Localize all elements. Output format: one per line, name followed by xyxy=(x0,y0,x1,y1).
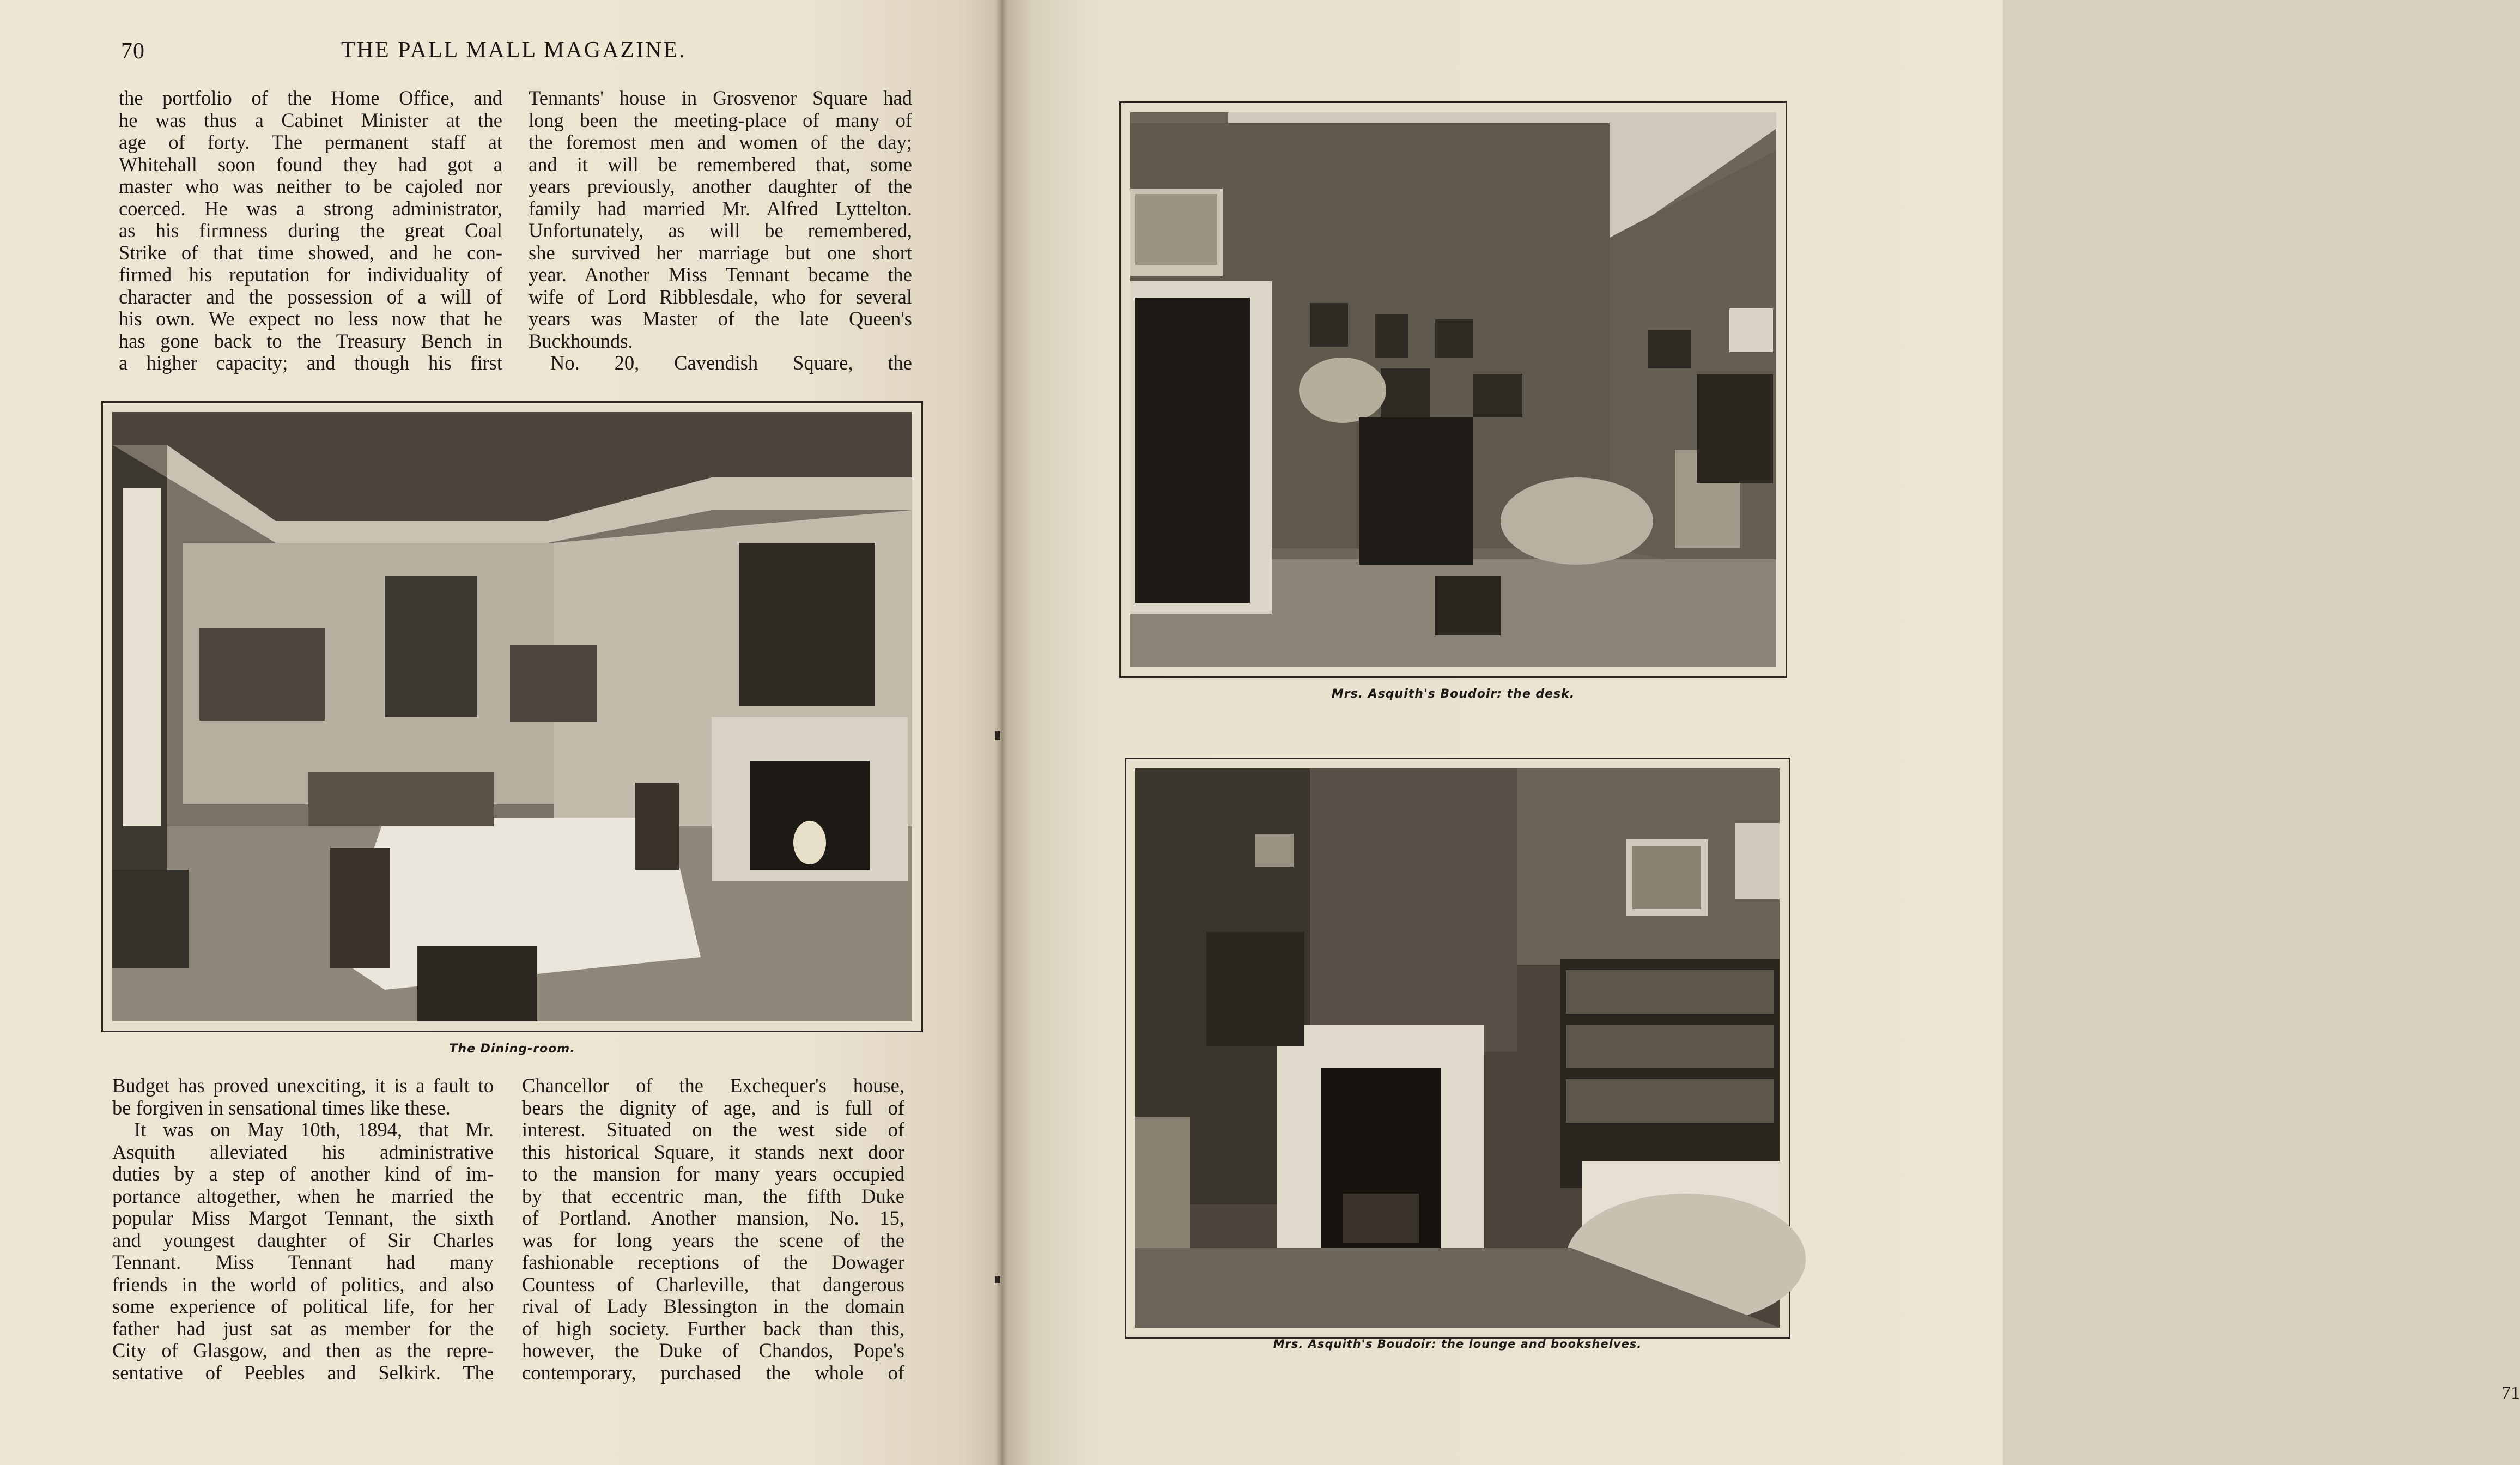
text-line: No. 20, Cavendish Square, the xyxy=(550,352,912,374)
text-line: Countess of Charleville, that dangerous xyxy=(522,1273,904,1296)
text-line: as his firmness during the great Coal xyxy=(119,219,502,241)
text-line: has gone back to the Treasury Bench in xyxy=(119,329,502,352)
text-line: rival of Lady Blessington in the domain xyxy=(522,1295,904,1317)
text-line: interest. Situated on the west side of xyxy=(522,1118,904,1141)
text-line: some experience of political life, for her xyxy=(112,1295,494,1317)
gutter-mark xyxy=(995,1276,1000,1283)
page-number-left: 70 xyxy=(121,39,145,64)
text-line: she survived her marriage but one short xyxy=(529,241,912,264)
text-line: his own. We expect no less now that he xyxy=(119,307,502,330)
text-line: firmed his reputation for individuality of xyxy=(119,263,502,286)
text-line: Budget has proved unexciting, it is a fault to xyxy=(112,1074,494,1097)
text-line: bears the dignity of age, and is full of xyxy=(522,1096,904,1119)
text-line: years was Master of the late Queen's xyxy=(529,307,912,330)
text-line: contemporary, purchased the whole of xyxy=(522,1361,904,1384)
text-line: Tennant. Miss Tennant had many xyxy=(112,1251,494,1273)
text-line: year. Another Miss Tennant became the xyxy=(529,263,912,286)
text-line: Asquith alleviated his administrative xyxy=(112,1140,494,1163)
running-head: THE PALL MALL MAGAZINE. xyxy=(341,38,687,63)
text-line: was for long years the scene of the xyxy=(522,1228,904,1251)
text-column-a xyxy=(119,87,502,374)
text-line: fashionable receptions of the Dowager xyxy=(522,1251,904,1273)
text-line: coerced. He was a strong administrator, xyxy=(119,197,502,220)
text-line: a higher capacity; and though his first xyxy=(119,352,502,374)
text-line: be forgiven in sensational times like these. xyxy=(112,1096,451,1119)
text-line: wife of Lord Ribblesdale, who for several xyxy=(529,285,912,308)
text-line: Chancellor of the Exchequer's house, xyxy=(522,1074,904,1097)
text-line: he was thus a Cabinet Minister at the xyxy=(119,108,502,131)
text-line: of Portland. Another mansion, No. 15, xyxy=(522,1207,904,1229)
text-line: by that eccentric man, the fifth Duke xyxy=(522,1184,904,1207)
text-line: City of Glasgow, and then as the repre- xyxy=(112,1339,494,1361)
text-line: years previously, another daughter of the xyxy=(529,175,912,197)
text-line: this historical Square, it stands next door xyxy=(522,1140,904,1163)
boudoir-desk-image xyxy=(1130,112,1776,667)
right-page xyxy=(1001,0,2520,1465)
text-line: Unfortunately, as will be remembered, xyxy=(529,219,912,241)
text-line: age of forty. The permanent staff at xyxy=(119,131,502,153)
boudoir-lounge-caption: Mrs. Asquith's Boudoir: the lounge and bookshelves. xyxy=(1273,1337,1642,1351)
text-line: to the mansion for many years occupied xyxy=(522,1163,904,1185)
text-column-b xyxy=(529,87,912,374)
dining-room-caption: The Dining-room. xyxy=(449,1042,575,1056)
boudoir-lounge-photo xyxy=(1135,768,1780,1328)
text-line: friends in the world of politics, and also xyxy=(112,1273,494,1296)
text-line: Tennants' house in Grosvenor Square had xyxy=(529,87,912,109)
text-line: of high society. Further back than this, xyxy=(522,1317,904,1340)
text-line: and youngest daughter of Sir Charles xyxy=(112,1228,494,1251)
text-line: long been the meeting-place of many of xyxy=(529,108,912,131)
text-line: Whitehall soon found they had got a xyxy=(119,153,502,175)
text-column-c xyxy=(112,1075,494,1384)
text-line: the portfolio of the Home Office, and xyxy=(119,87,502,109)
dining-room-photo xyxy=(112,412,912,1021)
text-column-d xyxy=(522,1075,904,1384)
text-line: character and the possession of a will of xyxy=(119,285,502,308)
text-line: however, the Duke of Chandos, Pope's xyxy=(522,1339,904,1361)
dining-room-image xyxy=(112,412,912,1021)
text-line: family had married Mr. Alfred Lyttelton. xyxy=(529,197,912,220)
boudoir-desk-caption: Mrs. Asquith's Boudoir: the desk. xyxy=(1331,687,1575,701)
text-line: sentative of Peebles and Selkirk. The xyxy=(112,1361,494,1384)
left-page xyxy=(0,0,1001,1465)
text-line: Strike of that time showed, and he con- xyxy=(119,241,502,264)
text-line: the foremost men and women of the day; xyxy=(529,131,912,153)
text-line: popular Miss Margot Tennant, the sixth xyxy=(112,1207,494,1229)
text-line: master who was neither to be cajoled nor xyxy=(119,175,502,197)
page-number-right: 71 xyxy=(2501,1383,2520,1403)
gutter-mark xyxy=(995,731,1000,740)
text-line: father had just sat as member for the xyxy=(112,1317,494,1340)
text-line: duties by a step of another kind of im- xyxy=(112,1163,494,1185)
boudoir-lounge-image xyxy=(1135,768,1780,1328)
text-line: and it will be remembered that, some xyxy=(529,153,912,175)
text-line: portance altogether, when he married the xyxy=(112,1184,494,1207)
text-line: Buckhounds. xyxy=(529,329,633,352)
text-line: It was on May 10th, 1894, that Mr. xyxy=(134,1118,494,1141)
boudoir-desk-photo xyxy=(1130,112,1776,667)
